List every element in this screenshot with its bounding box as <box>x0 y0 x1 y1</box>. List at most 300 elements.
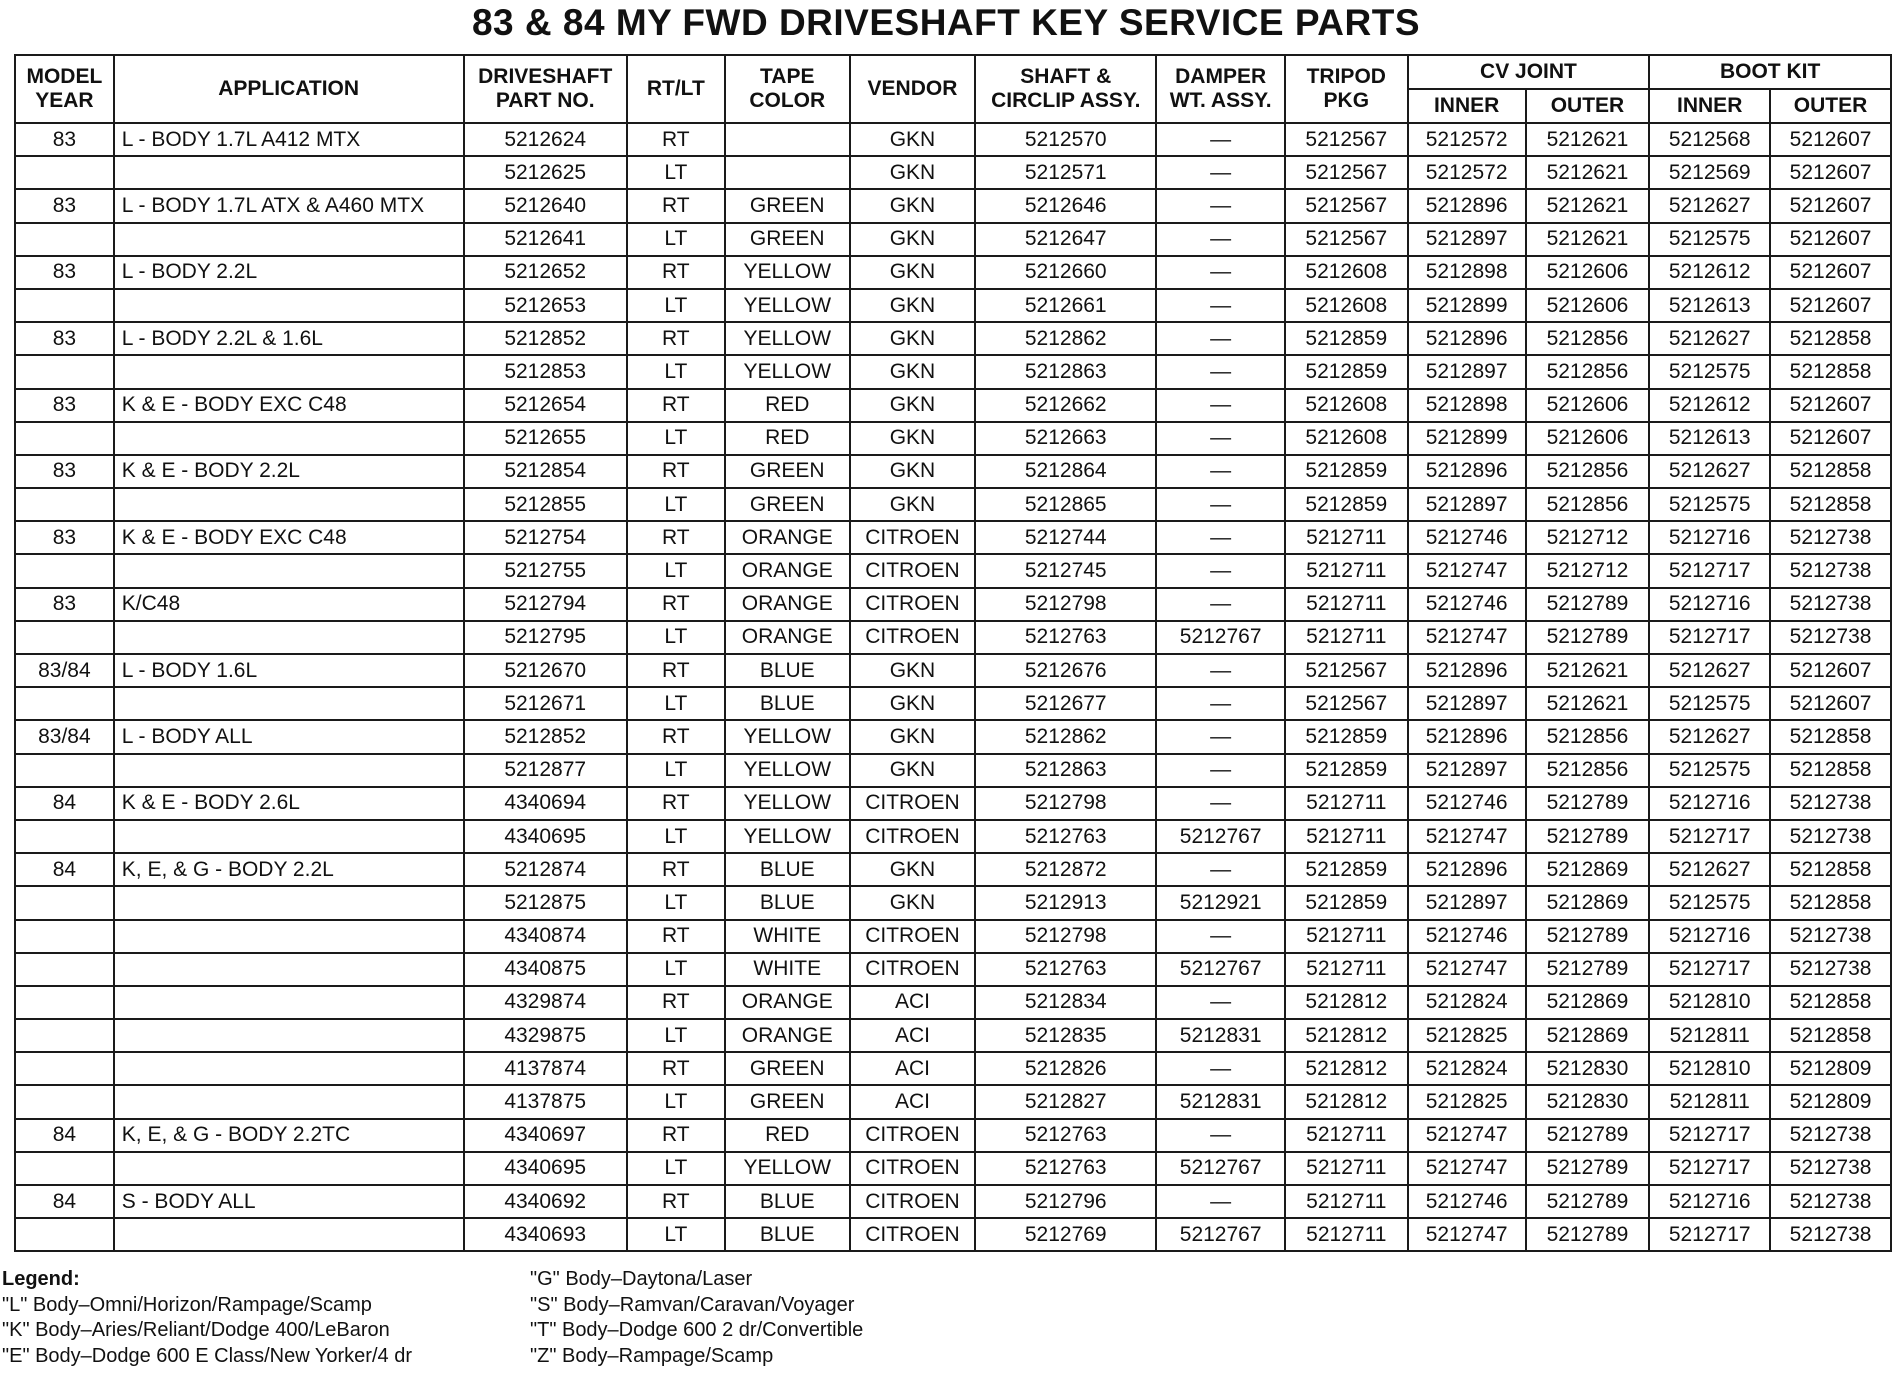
driveshaft-part-cell: 5212652 <box>464 256 627 289</box>
application-cell: K & E - BODY 2.6L <box>114 787 464 820</box>
shaft-circlip-cell: 5212796 <box>975 1185 1156 1218</box>
tape-color-cell: YELLOW <box>725 322 850 355</box>
application-cell <box>114 1085 464 1118</box>
cv-inner-cell: 5212899 <box>1408 422 1526 455</box>
boot-outer-cell: 5212607 <box>1770 123 1891 156</box>
model-year-cell <box>15 1218 114 1251</box>
application-cell <box>114 1052 464 1085</box>
cv-outer-cell: 5212856 <box>1526 754 1650 787</box>
tripod-cell: 5212711 <box>1285 621 1408 654</box>
rt-lt-cell: RT <box>627 986 725 1019</box>
driveshaft-part-cell: 4340693 <box>464 1218 627 1251</box>
vendor-cell: CITROEN <box>850 521 975 554</box>
tripod-cell: 5212567 <box>1285 654 1408 687</box>
vendor-cell: CITROEN <box>850 1218 975 1251</box>
vendor-cell: ACI <box>850 986 975 1019</box>
vendor-cell: GKN <box>850 720 975 753</box>
boot-outer-cell: 5212607 <box>1770 223 1891 256</box>
application-cell <box>114 1152 464 1185</box>
tape-color-cell: WHITE <box>725 953 850 986</box>
vendor-cell: CITROEN <box>850 1119 975 1152</box>
tripod-cell: 5212608 <box>1285 422 1408 455</box>
rt-lt-cell: LT <box>627 886 725 919</box>
driveshaft-part-cell: 4329874 <box>464 986 627 1019</box>
shaft-circlip-cell: 5212763 <box>975 1152 1156 1185</box>
driveshaft-part-cell: 5212852 <box>464 720 627 753</box>
tripod-cell: 5212711 <box>1285 1218 1408 1251</box>
tripod-cell: 5212608 <box>1285 389 1408 422</box>
model-year-cell: 83 <box>15 389 114 422</box>
application-cell: K, E, & G - BODY 2.2L <box>114 853 464 886</box>
shaft-circlip-cell: 5212827 <box>975 1085 1156 1118</box>
rt-lt-cell: RT <box>627 189 725 222</box>
cv-inner-cell: 5212825 <box>1408 1085 1526 1118</box>
model-year-cell <box>15 621 114 654</box>
boot-outer-cell: 5212858 <box>1770 488 1891 521</box>
vendor-cell: GKN <box>850 422 975 455</box>
header-driveshaft-part-no: DRIVESHAFT PART NO. <box>464 55 627 123</box>
rt-lt-cell: LT <box>627 1019 725 1052</box>
boot-outer-cell: 5212738 <box>1770 787 1891 820</box>
table-row <box>15 1152 1891 1185</box>
model-year-cell <box>15 754 114 787</box>
driveshaft-part-cell: 5212655 <box>464 422 627 455</box>
legend-left <box>2 1267 412 1369</box>
cv-outer-cell: 5212869 <box>1526 986 1650 1019</box>
boot-outer-cell: 5212607 <box>1770 422 1891 455</box>
tripod-cell: 5212859 <box>1285 853 1408 886</box>
boot-inner-cell: 5212717 <box>1649 621 1770 654</box>
vendor-cell: GKN <box>850 687 975 720</box>
vendor-cell: CITROEN <box>850 621 975 654</box>
driveshaft-part-cell: 5212624 <box>464 123 627 156</box>
vendor-cell: CITROEN <box>850 588 975 621</box>
rt-lt-cell: RT <box>627 1185 725 1218</box>
boot-inner-cell: 5212613 <box>1649 422 1770 455</box>
model-year-cell <box>15 986 114 1019</box>
shaft-circlip-cell: 5212570 <box>975 123 1156 156</box>
damper-cell: — <box>1156 422 1285 455</box>
table-row <box>15 1019 1891 1052</box>
header-model-year: MODEL YEAR <box>15 55 114 123</box>
vendor-cell: GKN <box>850 289 975 322</box>
vendor-cell: GKN <box>850 886 975 919</box>
vendor-cell: CITROEN <box>850 953 975 986</box>
cv-outer-cell: 5212789 <box>1526 820 1650 853</box>
cv-inner-cell: 5212899 <box>1408 289 1526 322</box>
vendor-cell: GKN <box>850 355 975 388</box>
driveshaft-part-cell: 4137875 <box>464 1085 627 1118</box>
tape-color-cell: RED <box>725 389 850 422</box>
boot-inner-cell: 5212811 <box>1649 1085 1770 1118</box>
table-row <box>15 654 1891 687</box>
rt-lt-cell: RT <box>627 123 725 156</box>
damper-cell: — <box>1156 654 1285 687</box>
vendor-cell: GKN <box>850 455 975 488</box>
driveshaft-part-cell: 5212671 <box>464 687 627 720</box>
header-damper: DAMPER WT. ASSY. <box>1156 55 1285 123</box>
model-year-cell: 83 <box>15 123 114 156</box>
rt-lt-cell: RT <box>627 455 725 488</box>
cv-outer-cell: 5212789 <box>1526 920 1650 953</box>
tripod-cell: 5212711 <box>1285 1152 1408 1185</box>
table-row <box>15 886 1891 919</box>
rt-lt-cell: RT <box>627 1119 725 1152</box>
tape-color-cell: GREEN <box>725 189 850 222</box>
page-title: 83 & 84 MY FWD DRIVESHAFT KEY SERVICE PARTS <box>471 2 1421 43</box>
tripod-cell: 5212567 <box>1285 189 1408 222</box>
boot-outer-cell: 5212738 <box>1770 1152 1891 1185</box>
table-row <box>15 1052 1891 1085</box>
tripod-cell: 5212812 <box>1285 1085 1408 1118</box>
boot-outer-cell: 5212607 <box>1770 389 1891 422</box>
tripod-cell: 5212567 <box>1285 156 1408 189</box>
header-boot-kit: BOOT KIT <box>1649 55 1891 89</box>
driveshaft-part-cell: 5212754 <box>464 521 627 554</box>
header-tape-color: TAPE COLOR <box>725 55 850 123</box>
shaft-circlip-cell: 5212863 <box>975 754 1156 787</box>
tape-color-cell <box>725 156 850 189</box>
boot-inner-cell: 5212810 <box>1649 986 1770 1019</box>
vendor-cell: CITROEN <box>850 1152 975 1185</box>
damper-cell: — <box>1156 223 1285 256</box>
shaft-circlip-cell: 5212864 <box>975 455 1156 488</box>
shaft-circlip-cell: 5212769 <box>975 1218 1156 1251</box>
boot-inner-cell: 5212717 <box>1649 554 1770 587</box>
cv-outer-cell: 5212621 <box>1526 687 1650 720</box>
boot-inner-cell: 5212717 <box>1649 953 1770 986</box>
tripod-cell: 5212567 <box>1285 123 1408 156</box>
header-cv-outer: OUTER <box>1526 89 1650 123</box>
cv-outer-cell: 5212621 <box>1526 189 1650 222</box>
rt-lt-cell: LT <box>627 422 725 455</box>
cv-outer-cell: 5212712 <box>1526 554 1650 587</box>
legend-right <box>530 1267 863 1369</box>
tape-color-cell: BLUE <box>725 1185 850 1218</box>
application-cell <box>114 953 464 986</box>
model-year-cell: 83 <box>15 256 114 289</box>
boot-inner-cell: 5212717 <box>1649 820 1770 853</box>
rt-lt-cell: RT <box>627 720 725 753</box>
boot-inner-cell: 5212627 <box>1649 455 1770 488</box>
shaft-circlip-cell: 5212646 <box>975 189 1156 222</box>
rt-lt-cell: LT <box>627 820 725 853</box>
vendor-cell: GKN <box>850 189 975 222</box>
tape-color-cell: YELLOW <box>725 820 850 853</box>
rt-lt-cell: RT <box>627 1052 725 1085</box>
model-year-cell: 83 <box>15 588 114 621</box>
tripod-cell: 5212711 <box>1285 1185 1408 1218</box>
model-year-cell: 84 <box>15 853 114 886</box>
tape-color-cell: YELLOW <box>725 289 850 322</box>
cv-inner-cell: 5212897 <box>1408 754 1526 787</box>
tape-color-cell: BLUE <box>725 1218 850 1251</box>
rt-lt-cell: RT <box>627 853 725 886</box>
cv-outer-cell: 5212621 <box>1526 156 1650 189</box>
cv-inner-cell: 5212746 <box>1408 1185 1526 1218</box>
shaft-circlip-cell: 5212660 <box>975 256 1156 289</box>
tripod-cell: 5212711 <box>1285 920 1408 953</box>
tripod-cell: 5212608 <box>1285 289 1408 322</box>
rt-lt-cell: LT <box>627 953 725 986</box>
damper-cell: — <box>1156 920 1285 953</box>
boot-outer-cell: 5212858 <box>1770 1019 1891 1052</box>
cv-inner-cell: 5212896 <box>1408 720 1526 753</box>
application-cell <box>114 156 464 189</box>
damper-cell: — <box>1156 256 1285 289</box>
vendor-cell: GKN <box>850 853 975 886</box>
boot-inner-cell: 5212627 <box>1649 720 1770 753</box>
tape-color-cell: ORANGE <box>725 521 850 554</box>
table-row <box>15 953 1891 986</box>
tripod-cell: 5212812 <box>1285 1019 1408 1052</box>
rt-lt-cell: RT <box>627 389 725 422</box>
cv-inner-cell: 5212825 <box>1408 1019 1526 1052</box>
cv-outer-cell: 5212869 <box>1526 853 1650 886</box>
cv-outer-cell: 5212830 <box>1526 1085 1650 1118</box>
table-row <box>15 588 1891 621</box>
model-year-cell <box>15 920 114 953</box>
model-year-cell <box>15 488 114 521</box>
legend-item: "G" Body–Daytona/Laser <box>530 1268 753 1290</box>
table-row <box>15 521 1891 554</box>
rt-lt-cell: RT <box>627 654 725 687</box>
rt-lt-cell: RT <box>627 588 725 621</box>
shaft-circlip-cell: 5212862 <box>975 720 1156 753</box>
table-row <box>15 256 1891 289</box>
tape-color-cell: YELLOW <box>725 256 850 289</box>
table-row <box>15 123 1891 156</box>
boot-outer-cell: 5212738 <box>1770 1218 1891 1251</box>
model-year-cell <box>15 156 114 189</box>
tripod-cell: 5212711 <box>1285 953 1408 986</box>
driveshaft-part-cell: 5212670 <box>464 654 627 687</box>
table-row <box>15 986 1891 1019</box>
boot-outer-cell: 5212858 <box>1770 355 1891 388</box>
tripod-cell: 5212711 <box>1285 787 1408 820</box>
driveshaft-part-cell: 5212625 <box>464 156 627 189</box>
tape-color-cell: BLUE <box>725 654 850 687</box>
application-cell <box>114 621 464 654</box>
header-boot-inner: INNER <box>1649 89 1770 123</box>
boot-inner-cell: 5212627 <box>1649 853 1770 886</box>
table-row <box>15 389 1891 422</box>
table-row <box>15 787 1891 820</box>
boot-inner-cell: 5212717 <box>1649 1218 1770 1251</box>
application-cell <box>114 355 464 388</box>
damper-cell: — <box>1156 588 1285 621</box>
boot-inner-cell: 5212811 <box>1649 1019 1770 1052</box>
application-cell <box>114 1218 464 1251</box>
driveshaft-part-cell: 5212653 <box>464 289 627 322</box>
damper-cell: — <box>1156 1185 1285 1218</box>
cv-outer-cell: 5212856 <box>1526 488 1650 521</box>
cv-inner-cell: 5212747 <box>1408 1152 1526 1185</box>
driveshaft-part-cell: 4340694 <box>464 787 627 820</box>
model-year-cell: 83 <box>15 189 114 222</box>
tripod-cell: 5212812 <box>1285 986 1408 1019</box>
rt-lt-cell: LT <box>627 687 725 720</box>
application-cell <box>114 422 464 455</box>
model-year-cell <box>15 422 114 455</box>
tape-color-cell: YELLOW <box>725 355 850 388</box>
application-cell: L - BODY 2.2L <box>114 256 464 289</box>
driveshaft-part-cell: 5212853 <box>464 355 627 388</box>
model-year-cell <box>15 289 114 322</box>
damper-cell: — <box>1156 189 1285 222</box>
application-cell: L - BODY 1.7L A412 MTX <box>114 123 464 156</box>
cv-outer-cell: 5212606 <box>1526 422 1650 455</box>
cv-inner-cell: 5212572 <box>1408 123 1526 156</box>
shaft-circlip-cell: 5212744 <box>975 521 1156 554</box>
damper-cell: — <box>1156 455 1285 488</box>
cv-outer-cell: 5212789 <box>1526 953 1650 986</box>
boot-inner-cell: 5212627 <box>1649 654 1770 687</box>
tape-color-cell: ORANGE <box>725 554 850 587</box>
damper-cell: — <box>1156 355 1285 388</box>
boot-inner-cell: 5212575 <box>1649 687 1770 720</box>
vendor-cell: GKN <box>850 156 975 189</box>
model-year-cell <box>15 554 114 587</box>
cv-outer-cell: 5212856 <box>1526 355 1650 388</box>
table-row <box>15 223 1891 256</box>
cv-outer-cell: 5212856 <box>1526 455 1650 488</box>
table-row <box>15 554 1891 587</box>
tape-color-cell: BLUE <box>725 853 850 886</box>
cv-inner-cell: 5212898 <box>1408 256 1526 289</box>
tripod-cell: 5212859 <box>1285 455 1408 488</box>
rt-lt-cell: LT <box>627 1085 725 1118</box>
vendor-cell: GKN <box>850 256 975 289</box>
tripod-cell: 5212859 <box>1285 355 1408 388</box>
damper-cell: — <box>1156 488 1285 521</box>
cv-outer-cell: 5212856 <box>1526 720 1650 753</box>
damper-cell: — <box>1156 986 1285 1019</box>
table-row <box>15 1085 1891 1118</box>
vendor-cell: CITROEN <box>850 820 975 853</box>
shaft-circlip-cell: 5212798 <box>975 920 1156 953</box>
model-year-cell <box>15 355 114 388</box>
shaft-circlip-cell: 5212763 <box>975 621 1156 654</box>
rt-lt-cell: LT <box>627 754 725 787</box>
table-row <box>15 189 1891 222</box>
boot-inner-cell: 5212716 <box>1649 521 1770 554</box>
vendor-cell: GKN <box>850 123 975 156</box>
vendor-cell: GKN <box>850 654 975 687</box>
boot-outer-cell: 5212738 <box>1770 554 1891 587</box>
boot-outer-cell: 5212858 <box>1770 720 1891 753</box>
model-year-cell: 84 <box>15 1119 114 1152</box>
boot-inner-cell: 5212716 <box>1649 920 1770 953</box>
model-year-cell <box>15 223 114 256</box>
damper-cell: 5212767 <box>1156 1152 1285 1185</box>
cv-inner-cell: 5212746 <box>1408 787 1526 820</box>
driveshaft-part-cell: 5212877 <box>464 754 627 787</box>
tape-color-cell: RED <box>725 422 850 455</box>
application-cell: K & E - BODY 2.2L <box>114 455 464 488</box>
tripod-cell: 5212711 <box>1285 1119 1408 1152</box>
tape-color-cell: BLUE <box>725 687 850 720</box>
table-row <box>15 621 1891 654</box>
tape-color-cell: YELLOW <box>725 1152 850 1185</box>
boot-outer-cell: 5212858 <box>1770 853 1891 886</box>
shaft-circlip-cell: 5212677 <box>975 687 1156 720</box>
tape-color-cell: YELLOW <box>725 720 850 753</box>
application-cell <box>114 1019 464 1052</box>
cv-inner-cell: 5212572 <box>1408 156 1526 189</box>
application-cell: L - BODY 1.6L <box>114 654 464 687</box>
model-year-cell: 83 <box>15 322 114 355</box>
damper-cell: 5212767 <box>1156 953 1285 986</box>
vendor-cell: GKN <box>850 322 975 355</box>
tape-color-cell: GREEN <box>725 455 850 488</box>
legend-item: "Z" Body–Rampage/Scamp <box>530 1344 774 1367</box>
boot-outer-cell: 5212607 <box>1770 189 1891 222</box>
cv-inner-cell: 5212747 <box>1408 953 1526 986</box>
application-cell: L - BODY ALL <box>114 720 464 753</box>
boot-outer-cell: 5212858 <box>1770 986 1891 1019</box>
damper-cell: — <box>1156 754 1285 787</box>
cv-inner-cell: 5212897 <box>1408 687 1526 720</box>
model-year-cell <box>15 687 114 720</box>
table-row <box>15 1185 1891 1218</box>
application-cell: L - BODY 1.7L ATX & A460 MTX <box>114 189 464 222</box>
damper-cell: — <box>1156 123 1285 156</box>
boot-inner-cell: 5212716 <box>1649 787 1770 820</box>
tripod-cell: 5212859 <box>1285 754 1408 787</box>
boot-outer-cell: 5212738 <box>1770 820 1891 853</box>
tape-color-cell <box>725 123 850 156</box>
driveshaft-part-cell: 5212855 <box>464 488 627 521</box>
service-parts-table <box>14 54 1892 1252</box>
model-year-cell: 84 <box>15 787 114 820</box>
cv-inner-cell: 5212896 <box>1408 654 1526 687</box>
tape-color-cell: GREEN <box>725 1085 850 1118</box>
application-cell <box>114 754 464 787</box>
application-cell <box>114 920 464 953</box>
application-cell <box>114 687 464 720</box>
boot-outer-cell: 5212858 <box>1770 455 1891 488</box>
driveshaft-part-cell: 4340692 <box>464 1185 627 1218</box>
boot-inner-cell: 5212575 <box>1649 488 1770 521</box>
cv-outer-cell: 5212621 <box>1526 123 1650 156</box>
boot-inner-cell: 5212569 <box>1649 156 1770 189</box>
header-shaft-circlip: SHAFT & CIRCLIP ASSY. <box>975 55 1156 123</box>
tape-color-cell: GREEN <box>725 488 850 521</box>
model-year-cell: 83/84 <box>15 720 114 753</box>
boot-outer-cell: 5212607 <box>1770 654 1891 687</box>
damper-cell: — <box>1156 289 1285 322</box>
driveshaft-part-cell: 5212640 <box>464 189 627 222</box>
model-year-cell: 83 <box>15 455 114 488</box>
cv-inner-cell: 5212747 <box>1408 820 1526 853</box>
boot-inner-cell: 5212627 <box>1649 189 1770 222</box>
cv-outer-cell: 5212789 <box>1526 787 1650 820</box>
rt-lt-cell: LT <box>627 554 725 587</box>
driveshaft-part-cell: 4340874 <box>464 920 627 953</box>
application-cell <box>114 488 464 521</box>
model-year-cell: 83/84 <box>15 654 114 687</box>
driveshaft-part-cell: 5212755 <box>464 554 627 587</box>
driveshaft-part-cell: 5212654 <box>464 389 627 422</box>
shaft-circlip-cell: 5212763 <box>975 820 1156 853</box>
damper-cell: 5212767 <box>1156 820 1285 853</box>
vendor-cell: GKN <box>850 389 975 422</box>
header-vendor: VENDOR <box>850 55 975 123</box>
model-year-cell <box>15 1019 114 1052</box>
table-row <box>15 1119 1891 1152</box>
application-cell: K/C48 <box>114 588 464 621</box>
